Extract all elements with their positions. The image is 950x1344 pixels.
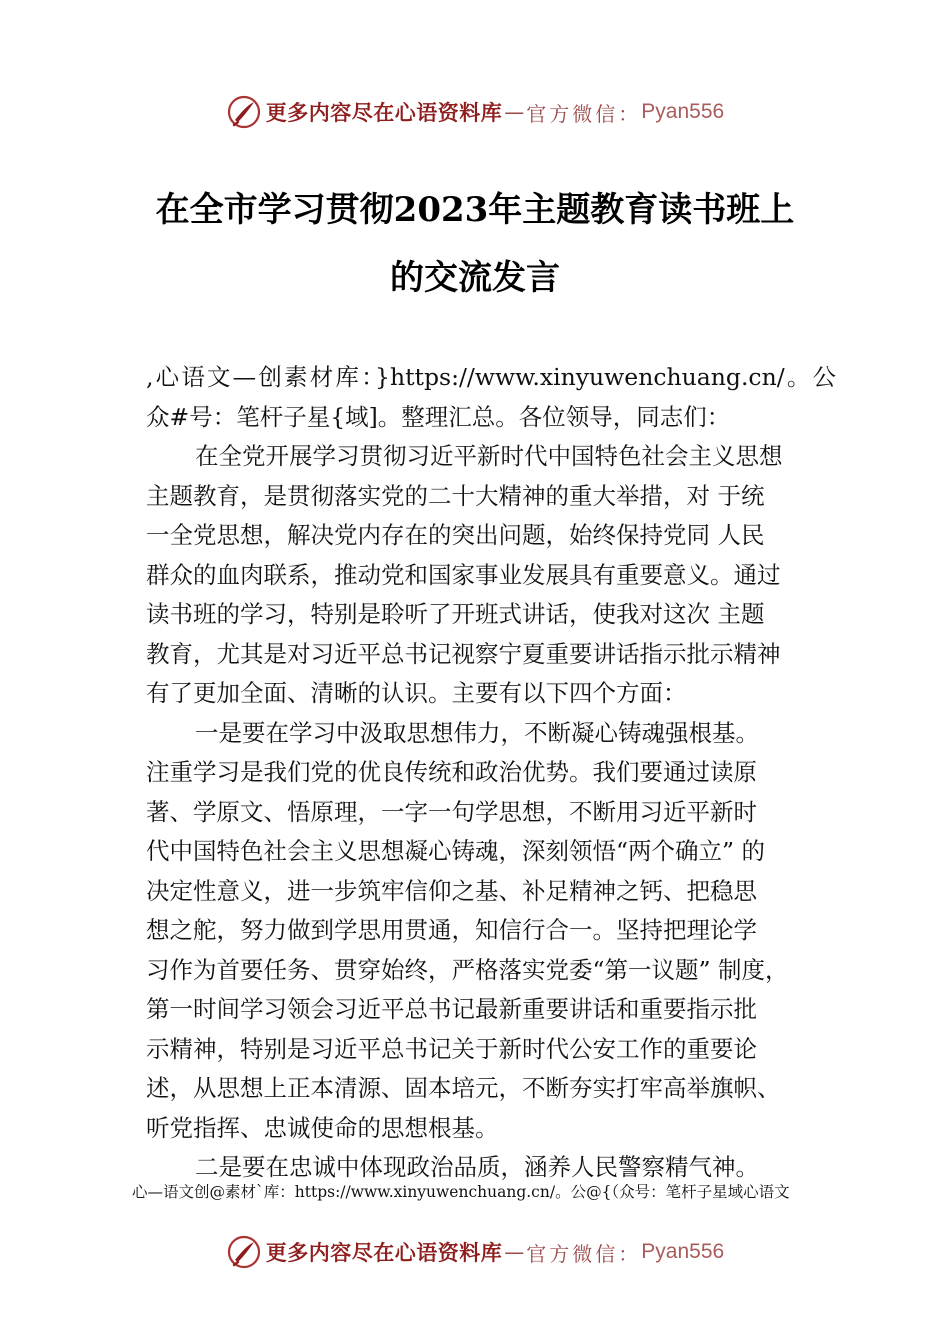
brush-logo-icon [226, 1234, 262, 1270]
footer-note: 心—语文创@素材`库：https://www.xinyuwenchuang.cn/。公@{（众号：笔杆子星域心语文 [132, 1183, 790, 1201]
banner-text: 更多内容尽在心语资料库 [265, 1240, 503, 1265]
banner-text: 更多内容尽在心语资料库 [265, 100, 503, 125]
body-line: ,心语文—创素材库：}https://www.xinyuwenchuang.cn/。公 [146, 363, 836, 391]
body-line: 著、学原文、悟原理，一字一句学思想，不断用习近平新时 [146, 797, 757, 826]
body-line: 主题教育，是贯彻落实党的二十大精神的重大举措，对 于统 [146, 481, 765, 510]
body-line: 想之舵，努力做到学思用贯通，知信行合一。坚持把理论学 [146, 916, 757, 944]
body-line: 二是要在忠诚中体现政治品质，涵养人民警察精气神。 [195, 1153, 759, 1181]
body-line: 听党指挥、忠诚使命的思想根基。 [146, 1113, 499, 1142]
body-line: 一是要在学习中汲取思想伟力，不断凝心铸魂强根基。 [195, 718, 759, 747]
body-line: 在全党开展学习贯彻习近平新时代中国特色社会主义思想 [195, 442, 783, 470]
document-title-line-2: 的交流发言 [390, 258, 560, 298]
banner-dash: — [504, 100, 525, 124]
body-line: 读书班的学习，特别是聆听了开班式讲话，使我对这次 主题 [146, 600, 765, 628]
banner-wechat-label: 官方微信： [526, 1241, 642, 1266]
body-line: 一全党思想，解决党内存在的突出问题，始终保持党同 人民 [146, 521, 765, 549]
brush-logo-icon [226, 94, 262, 130]
banner-wechat-label: 官方微信： [526, 101, 642, 126]
body-line: 教育，尤其是对习近平总书记视察宁夏重要讲话指示批示精神 [146, 639, 781, 668]
body-line: 注重学习是我们党的优良传统和政治优势。我们要通过读原 [146, 758, 757, 786]
body-line: 代中国特色社会主义思想凝心铸魂，深刻领悟“两个确立” 的 [146, 837, 765, 865]
header-banner [0, 92, 950, 132]
body-line: 有了更加全面、清晰的认识。主要有以下四个方面： [146, 679, 687, 707]
body-line: 述，从思想上正本清源、固本培元，不断夯实打牢高举旗帜、 [146, 1074, 781, 1102]
document-title-line-1: 在全市学习贯彻2023年主题教育读书班上 [155, 190, 795, 230]
body-line: 示精神，特别是习近平总书记关于新时代公安工作的重要论 [146, 1034, 757, 1063]
banner-dash: — [504, 1240, 525, 1264]
document-body [146, 358, 836, 1188]
body-line: 第一时间学习领会习近平总书记最新重要讲话和重要指示批 [146, 995, 757, 1023]
footer-banner [0, 1232, 950, 1272]
banner-wechat-id: Pyan556 [641, 1240, 725, 1263]
body-line: 群众的血肉联系，推动党和国家事业发展具有重要意义。通过 [146, 560, 781, 589]
body-line: 习作为首要任务、贯穿始终，严格落实党委“第一议题” 制度， [146, 955, 789, 984]
body-line: 众#号：笔杆子星{域]。整理汇总。各位领导，同志们： [146, 402, 731, 431]
body-line: 决定性意义，进一步筑牢信仰之基、补足精神之钙、把稳思 [146, 876, 757, 905]
banner-wechat-id: Pyan556 [641, 100, 725, 123]
